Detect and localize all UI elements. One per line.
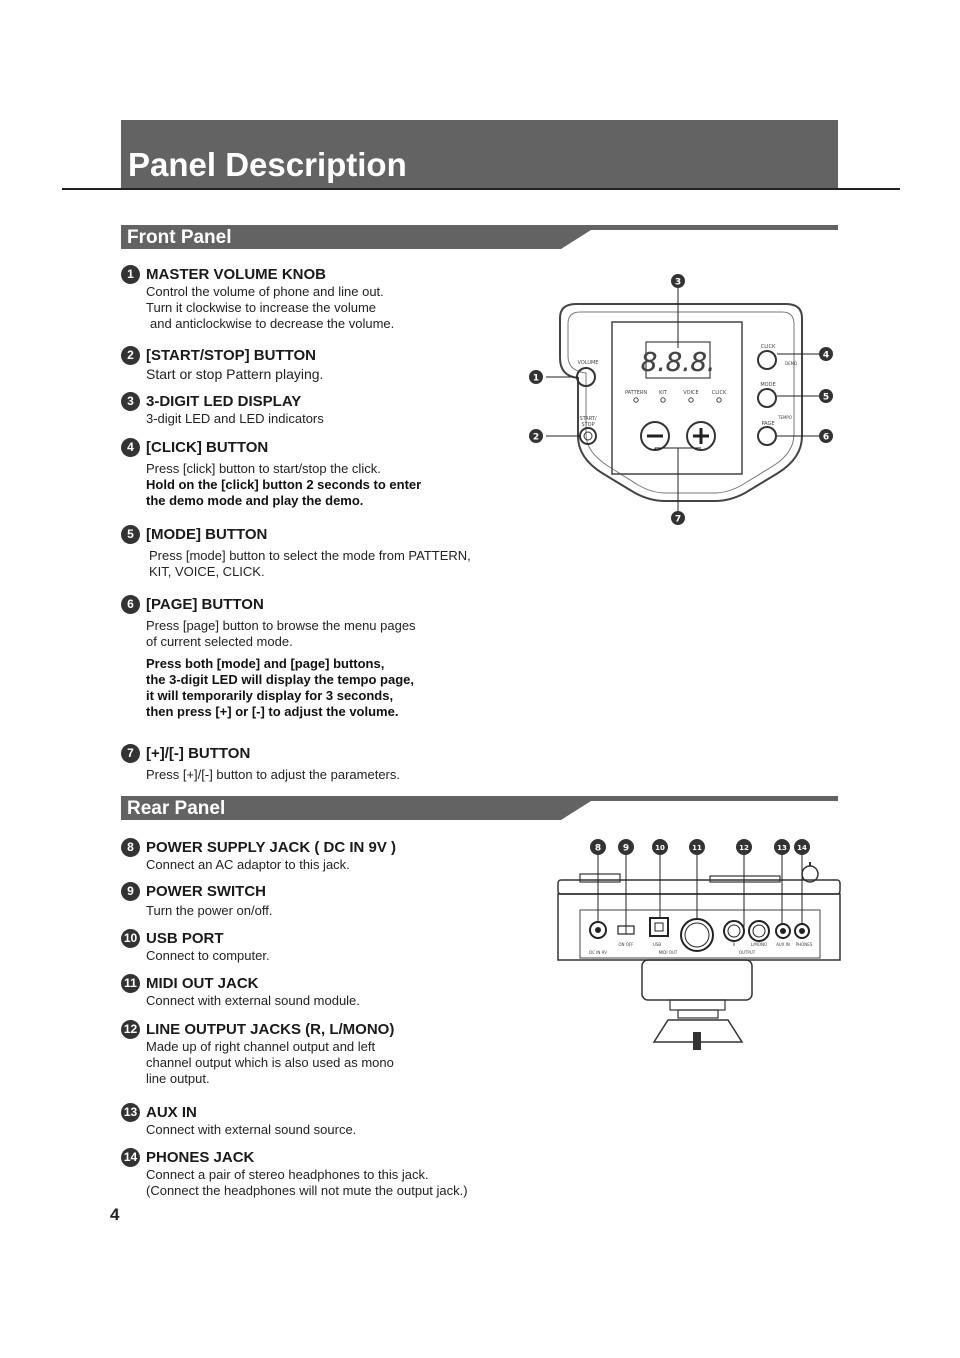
callout-badge: 12: [121, 1020, 140, 1039]
midi-out-jack[interactable]: [681, 919, 713, 951]
callout-badge: 10: [121, 929, 140, 948]
item-title: MASTER VOLUME KNOB: [146, 265, 326, 283]
usb-port-inner: [655, 923, 663, 931]
diagram-callout-14: [794, 839, 810, 855]
module-outline: [560, 304, 802, 501]
tempo-label: TEMPO: [778, 415, 792, 420]
item-bold-line: it will temporarily display for 3 seconds,: [146, 688, 394, 703]
item-title: [+]/[-] BUTTON: [146, 744, 251, 762]
start-stop-button[interactable]: [580, 428, 596, 444]
svg-text:7: 7: [674, 514, 682, 525]
item-line: Turn it clockwise to increase the volume: [146, 300, 377, 315]
item-line: Press [click] button to start/stop the click.: [146, 461, 381, 476]
item-line: channel output which is also used as mono: [146, 1055, 394, 1070]
click-button-label: CLICK: [760, 344, 776, 350]
page-title: Panel Description: [128, 146, 407, 183]
item-title: USB PORT: [146, 929, 224, 947]
item-bold-line: then press [+] or [-] to adjust the volume.: [146, 704, 399, 719]
indicator-label-click: CLICK: [711, 390, 727, 396]
callout-badge: 13: [121, 1103, 140, 1122]
item-line: (Connect the headphones will not mute the output jack.): [146, 1183, 468, 1198]
item-title: POWER SUPPLY JACK ( DC IN 9V ): [146, 838, 397, 856]
svg-text:9: 9: [622, 843, 630, 854]
line-out-l-jack[interactable]: [749, 921, 769, 941]
svg-text:3: 3: [674, 277, 682, 288]
front-item-2: [121, 345, 561, 384]
front-item-1: [121, 264, 561, 332]
rear-item-10: [121, 928, 561, 964]
item-line: Connect to computer.: [146, 948, 270, 963]
callout-badge: 3: [121, 392, 140, 411]
rear-top-bump: [710, 876, 780, 882]
diagram-callout-11: [689, 839, 705, 855]
svg-text:6: 6: [822, 432, 830, 443]
page-button-label: PAGE: [761, 421, 775, 427]
line-out-r-jack[interactable]: [724, 921, 744, 941]
item-title: AUX IN: [146, 1103, 197, 1121]
svg-text:8: 8: [594, 843, 602, 854]
front-panel-heading-text: Front Panel: [127, 227, 232, 248]
start-stop-label-line2: STOP: [581, 422, 595, 428]
item-line: 3-digit LED and LED indicators: [146, 411, 324, 426]
svg-text:1: 1: [532, 373, 540, 384]
usb-port[interactable]: [650, 918, 668, 936]
item-title: [MODE] BUTTON: [146, 525, 268, 543]
title-rule: [62, 188, 900, 190]
item-title: POWER SWITCH: [146, 882, 266, 900]
item-bold-line: the 3-digit LED will display the tempo page,: [146, 672, 414, 687]
volume-label: VOLUME: [577, 360, 599, 366]
diagram-callout-13: [774, 839, 790, 855]
item-line: line output.: [146, 1071, 210, 1086]
start-stop-button-inner: [584, 432, 592, 440]
callout-badge: 5: [121, 525, 140, 544]
item-line: Start or stop Pattern playing.: [146, 366, 324, 382]
diagram-callout-9: [618, 839, 634, 855]
item-line: Turn the power on/off.: [146, 903, 273, 918]
item-bold-line: the demo mode and play the demo.: [146, 493, 364, 508]
item-line: and anticlockwise to decrease the volume.: [150, 316, 395, 331]
page-number: 4: [110, 1205, 120, 1224]
rear-item-9: [121, 881, 561, 919]
indicator-led: [689, 398, 693, 402]
front-item-5: [121, 524, 561, 580]
item-line: Press [+]/[-] button to adjust the parameters.: [146, 767, 400, 782]
rear-item-12: [121, 1019, 561, 1087]
rear-panel-heading-text: Rear Panel: [127, 798, 226, 819]
aux-in-jack-inner: [780, 928, 786, 934]
leader-line: [655, 448, 678, 518]
item-line: Connect an AC adaptor to this jack.: [146, 857, 350, 872]
item-line: Control the volume of phone and line out.: [146, 284, 384, 299]
svg-text:13: 13: [777, 844, 787, 852]
callout-badge: 8: [121, 838, 140, 857]
svg-text:11: 11: [692, 844, 702, 852]
item-line: KIT, VOICE, CLICK.: [149, 564, 265, 579]
diagram-callout-12: [736, 839, 752, 855]
item-title: 3-DIGIT LED DISPLAY: [146, 392, 302, 410]
rear-stand-clamp: [678, 1010, 718, 1018]
item-line: Press [page] button to browse the menu pages: [146, 618, 416, 633]
rear-label-phones: PHONES: [795, 942, 813, 947]
mode-button[interactable]: [758, 389, 776, 407]
callout-badge: 6: [121, 595, 140, 614]
rear-stand-clamp: [670, 1000, 725, 1010]
rear-item-14: [121, 1147, 561, 1199]
led-digits: 8.8.8.: [640, 348, 716, 378]
front-item-6: [121, 594, 561, 720]
midi-out-jack-inner: [685, 923, 709, 947]
item-line: Connect a pair of stereo headphones to this jack.: [146, 1167, 429, 1182]
rear-label-on-off: ON OFF: [618, 942, 634, 947]
item-line: Connect with external sound module.: [146, 993, 360, 1008]
start-stop-label: [579, 416, 596, 428]
indicator-led: [634, 398, 638, 402]
line-out-l-jack-inner: [753, 925, 765, 937]
front-panel-heading: [121, 225, 521, 249]
rear-panel-diagram: [550, 832, 850, 1057]
diagram-callout-5: [819, 389, 833, 403]
rear-label-output: OUTPUT: [738, 950, 756, 955]
indicator-label-pattern: PATTERN: [624, 390, 648, 396]
start-stop-label-line1: START/: [579, 416, 597, 422]
rear-label-usb: USB: [652, 942, 662, 947]
diagram-callout-6: [819, 429, 833, 443]
item-line: Press [mode] button to select the mode from PATTERN,: [149, 548, 471, 563]
rear-label-aux-in: AUX IN: [776, 942, 790, 947]
callout-badge: 2: [121, 346, 140, 365]
item-title: LINE OUTPUT JACKS (R, L/MONO): [146, 1020, 395, 1038]
item-bold-line: Hold on the [click] button 2 seconds to enter: [146, 477, 422, 492]
diagram-callout-7: [671, 511, 685, 525]
callout-badge: 9: [121, 882, 140, 901]
front-item-7: [121, 743, 561, 783]
dc-jack-pin: [595, 927, 601, 933]
mode-button-label: MODE: [760, 382, 776, 388]
front-item-4: [121, 437, 561, 509]
rear-label-l-mono: L/MONO: [750, 942, 768, 947]
item-title: [PAGE] BUTTON: [146, 595, 264, 613]
callout-badge: 4: [121, 438, 140, 457]
svg-text:14: 14: [797, 844, 807, 852]
rear-stand-screw: [693, 1032, 701, 1050]
phones-jack-inner: [799, 928, 805, 934]
click-button[interactable]: [758, 351, 776, 369]
diagram-callout-4: [819, 347, 833, 361]
item-title: PHONES JACK: [146, 1148, 255, 1166]
title-band: [121, 120, 838, 189]
rear-item-11: [121, 973, 561, 1009]
svg-text:2: 2: [532, 432, 540, 443]
demo-label: DEMO: [785, 361, 798, 366]
item-title: [START/STOP] BUTTON: [146, 346, 316, 364]
diagram-callout-10: [652, 839, 668, 855]
diagram-callout-2: [529, 429, 543, 443]
rear-panel-heading: [121, 796, 521, 820]
front-panel-diagram: [520, 268, 840, 528]
item-line: of current selected mode.: [146, 634, 293, 649]
rear-item-13: [121, 1102, 561, 1138]
rear-stand-block: [642, 960, 752, 1000]
diagram-callout-1: [529, 370, 543, 384]
item-bold-line: Press both [mode] and [page] buttons,: [146, 656, 385, 671]
item-line: Connect with external sound source.: [146, 1122, 357, 1137]
indicator-label-voice: VOICE: [683, 390, 699, 396]
item-title: [CLICK] BUTTON: [146, 438, 269, 456]
svg-text:5: 5: [822, 392, 830, 403]
svg-text:12: 12: [739, 844, 749, 852]
rear-label-midi-out: MIDI OUT: [658, 950, 678, 955]
callout-badge: 11: [121, 974, 140, 993]
indicator-led: [717, 398, 721, 402]
diagram-callout-8: [590, 839, 606, 855]
svg-text:4: 4: [822, 350, 830, 361]
indicator-label-kit: KIT: [659, 390, 667, 396]
item-title: MIDI OUT JACK: [146, 974, 259, 992]
item-line: Made up of right channel output and left: [146, 1039, 376, 1054]
page-button[interactable]: [758, 427, 776, 445]
rear-label-dc: DC IN 9V: [589, 950, 607, 955]
front-item-3: [121, 391, 561, 427]
line-out-r-jack-inner: [728, 925, 740, 937]
callout-badge: 1: [121, 265, 140, 284]
rear-item-8: [121, 837, 561, 873]
callout-badge: 14: [121, 1148, 140, 1167]
rear-label-r: R: [732, 942, 736, 947]
callout-badge: 7: [121, 744, 140, 763]
svg-text:10: 10: [655, 844, 665, 852]
indicator-led: [661, 398, 665, 402]
rear-top-bump: [580, 874, 620, 882]
diagram-callout-3: [671, 274, 685, 288]
